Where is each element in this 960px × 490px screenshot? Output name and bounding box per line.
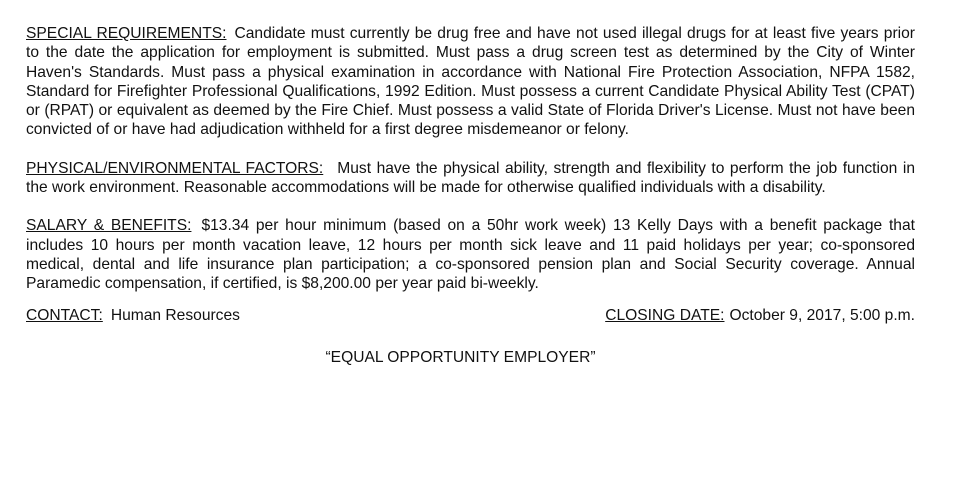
salary-benefits-heading: SALARY & BENEFITS: [26, 217, 192, 235]
special-requirements-section [26, 24, 915, 140]
special-requirements-heading: SPECIAL REQUIREMENTS: [26, 25, 227, 42]
contact-value: Human Resources [110, 306, 240, 324]
contact-closing-row [26, 306, 915, 325]
salary-benefits-section [26, 216, 915, 293]
closing-date-block [605, 306, 915, 325]
salary-benefits-text: $13.34 per hour minimum (based on a 50hr work week) 13 Kelly Days with a benefit package that includes 10 hours per month vacation leave, 12 hours per month sick leave and 11 paid holidays per year; co-sponsored medical, dental and life insurance plan participation; a co-sponsored pension plan and Social Security coverage. Annual Paramedic compensation, if certified, is $8,200.00 per year paid bi-weekly. [26, 217, 915, 293]
contact-heading: CONTACT: [26, 306, 103, 324]
contact-block [26, 306, 240, 325]
physical-environmental-text: Must have the physical ability, strength and flexibility to perform the job function in the work environment. Reasonable accommodations will be made for otherwise qualified individuals with a disability. [26, 159, 915, 197]
closing-date-value: October 9, 2017, 5:00 p.m. [729, 306, 915, 324]
closing-date-heading: CLOSING DATE: [605, 306, 725, 324]
job-posting-document [26, 24, 915, 367]
physical-environmental-section [26, 159, 915, 198]
equal-opportunity-employer-statement: “EQUAL OPPORTUNITY EMPLOYER” [325, 348, 596, 366]
special-requirements-text: Candidate must currently be drug free and have not used illegal drugs for at least five years prior to the date the application for employment is submitted. Must pass a drug screen test as determined by the City of Winter Haven's Standards. Must pass a physical examination in accordance with National Fire Protection Association, NFPA 1582, Standard for Firefighter Professional Qualifications, 1992 Edition. Must possess a current Candidate Physical Ability Test (CPAT) or (RPAT) or equivalent as deemed by the Fire Chief. Must possess a valid State of Florida Driver's License. Must not have been convicted of or have had adjudication withheld for a first degree misdemeanor or felony. [26, 25, 915, 139]
physical-environmental-heading: PHYSICAL/ENVIRONMENTAL FACTORS: [26, 159, 324, 177]
